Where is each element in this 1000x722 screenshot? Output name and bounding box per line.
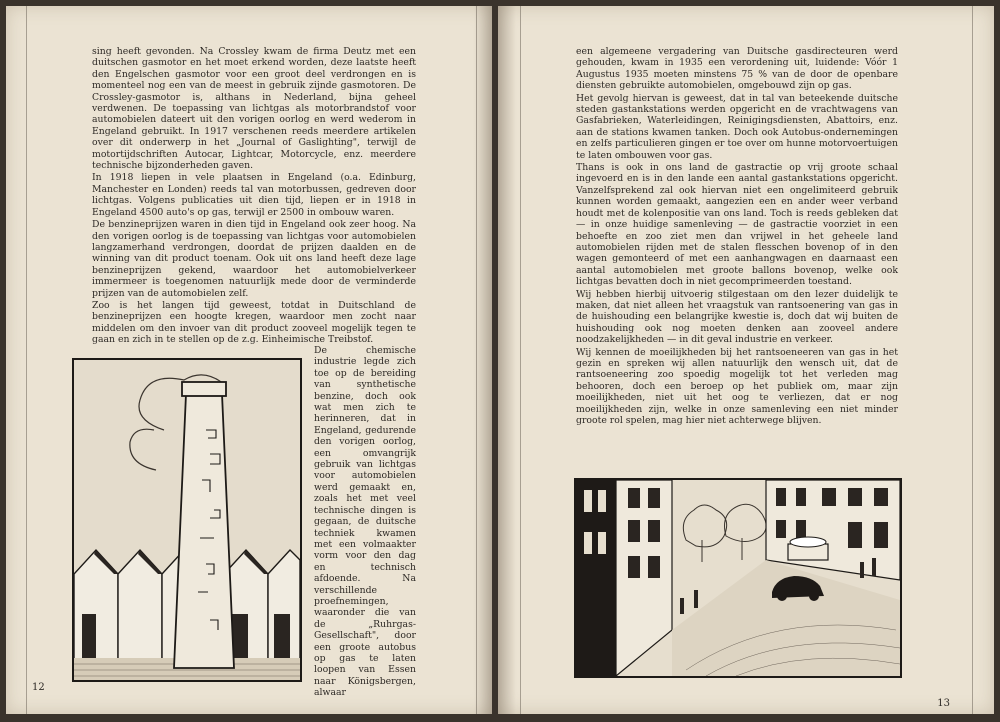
left-paragraph-1: sing heeft gevonden. Na Crossley kwam de firma Deutz met een duitschen gasmotor en het moet erkend worden, deze laatste heeft den Engelschen gasmotor voor een groot deel verdrongen en is momenteel nog een van de meest in gebruik zijnde gasmotoren. De Crossley-gasmotor is, althans in Nederland, bijna geheel verdwenen. De toepassing van lichtgas als motorbrandstof voor automobielen dateert uit den vorigen oorlog en werd wederom in Engeland gebruikt. In 1917 verschenen reeds meerdere artikelen over dit onderwerp in het „Journal of Gaslighting", terwijl de motortijdschriften Autocar, Lightcar, Motorcycle, enz. meerdere technische bijzonderheden gaven. xyxy=(92,46,416,172)
left-paragraph-4: Zoo is het langen tijd geweest, totdat in Duitschland de benzineprijzen een hoogte kregen, waardoor men zocht naar middelen om den invoer van dit product zooveel mogelijk tegen te gaan en zich in te stellen op de z.g. Einheimische Treibstof. xyxy=(92,299,416,346)
right-paragraph-2: Het gevolg hiervan is geweest, dat in tal van beteekende duitsche steden gastankstations werden opgericht en de vrachtwagens van Gasfabrieken, Waterleidingen, Reinigingsdiensten, Abattoirs, enz. aan de stations kwamen tanken. Doch ook Autobus-ondernemingen en zelfs particulieren gingen er toe over om hunne motorvoertuigen te laten ombouwen voor gas. xyxy=(576,92,898,161)
right-page xyxy=(498,6,994,714)
right-paragraph-4: Wij hebben hierbij uitvoerig stilgestaan om den lezer duidelijk te maken, dat niet alleen het vraagstuk van rantsoenering van gas in de huishouding een belangrijke kwestie is, doch dat wij buiten de huishouding ook nog moeten denken aan zooveel andere noodzakelijkheden — in dit geval industrie en verkeer. xyxy=(576,288,898,346)
right-paragraph-3: Thans is ook in ons land de gastractie op vrij groote schaal ingevoerd en is in den lande een aantal gastankstations opgericht. Vanzelfsprekend zal ook hiervan niet een ongelimiteerd gebruik kunnen worden gemaakt, aangezien een en ander weer verband houdt met de kolenpositie van ons land. Toch is reeds gebleken dat — in onze huidige samenleving — de gastractie voorziet in een behoefte en zoo ziet men dan vrijwel in het geheele land automobielen rijden met de stalen flesschen bovenop of in den wagen gemonteerd of met een aanhangwagen en daarnaast een aantal automobielen met groote ballons bovenop, welke ook lichtgas bevatten doch in niet gecomprimeerden toestand. xyxy=(576,162,898,288)
page-number-right: 13 xyxy=(937,698,950,709)
right-paragraph-1: een algemeene vergadering van Duitsche gasdirecteuren werd gehouden, kwam in 1935 een verordening uit, luidende: Vóór 1 Augustus 1935 moeten minstens 75 % van de door de openbare diensten gebruikte automobielen, omgebouwd zijn op gas. xyxy=(576,46,898,92)
left-paragraph-3: De benzineprijzen waren in dien tijd in Engeland ook zeer hoog. Na den vorigen oorlog is de toepassing van lichtgas voor automobielen langzamerhand verdrongen, doordat de prijzen daalden en de winning van dit product toenam. Ook uit ons land heeft deze lage benzineprijzen gekend, waardoor het automobielverkeer immermeer is toegenomen natuurlijk mede door de verminderde prijzen van de automobielen zelf. xyxy=(92,219,416,299)
street-drawing xyxy=(576,480,900,676)
page-number-left: 12 xyxy=(32,682,45,693)
chimney-drawing xyxy=(74,360,300,680)
street-scene-illustration xyxy=(574,478,902,678)
right-main-text xyxy=(576,46,898,426)
left-paragraph-2: In 1918 liepen in vele plaatsen in Engeland (o.a. Edinburg, Manchester en Londen) reeds tal van motorbussen, gedreven door lichtgas. Volgens publicaties uit dien tijd, liepen er in 1918 in Engeland 4500 auto's op gas, terwijl er 2500 in ombouw waren. xyxy=(92,172,416,218)
left-page xyxy=(6,6,492,714)
right-paragraph-5: Wij kennen de moeilijkheden bij het rantsoeneeren van gas in het gezin en spreken wij allen natuurlijk den wensch uit, dat de rantsoeneering zoo spoedig mogelijk tot het verleden mag behooren, doch een beroep op het publiek om, maar zijn moeilijkheden, niet uit het oog te verliezen, dat er nog moeilijkheden zijn, welke in onze samenleving een niet minder groote rol spelen, mag hier niet achterwege blijven. xyxy=(576,346,898,426)
chimney-factory-illustration xyxy=(72,358,302,682)
left-main-text xyxy=(92,46,416,346)
left-side-text: De chemische industrie legde zich toe op de bereiding van synthetische benzine, doch ook wat men zich te herinneren, dat in Engeland, gedurende den vorigen oorlog, een omvangrijk gebruik van lichtgas voor automobielen werd gemaakt en, zoals het met veel technische dingen is gegaan, de duitsche techniek kwamen met een volmaakter vorm voor den dag en technisch afdoende. Na verschillende proefnemingen, waaronder die van de „Ruhrgas-Gesellschaft", door een groote autobus op gas te laten loopen van Essen naar Königsbergen, alwaar xyxy=(314,345,416,699)
